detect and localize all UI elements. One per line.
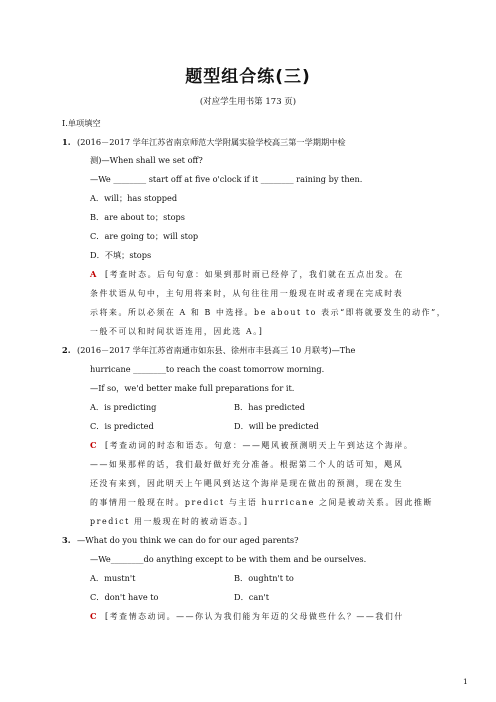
explanation-line: 的事情用一般现在时。predict 与主语 hurricane 之间是被动关系。因此推断 bbox=[90, 498, 433, 507]
page-title: 题型组合练(三) bbox=[185, 67, 311, 87]
answer-letter: C bbox=[90, 440, 97, 450]
option: C．are going to；will stop bbox=[90, 231, 199, 241]
question-number: 1. bbox=[62, 137, 71, 147]
option: B．oughtn't to bbox=[234, 573, 294, 583]
option: C．don't have to bbox=[90, 592, 159, 602]
question-stem: (2016－2017 学年江苏省南通市如东县、徐州市丰县高三 10 月联考)—The bbox=[77, 345, 356, 355]
answer-letter: C bbox=[90, 611, 97, 621]
explanation-line: 条件状语从句中，主句用将来时，从句往往用一般现在时或者现在完成时表 bbox=[90, 289, 404, 298]
explanation-line: 还没有来到，因此明天上午飓风到达这个海岸是现在做出的预测，现在发生 bbox=[90, 479, 404, 488]
question-stem: —If so，we'd better make full preparations for it. bbox=[90, 383, 295, 393]
explanation-line: [考查时态。后句句意：如果到那时雨已经停了，我们就在五点出发。在 bbox=[105, 270, 404, 279]
question-number: 2. bbox=[62, 345, 71, 355]
question-stem: —We ________ start off at five o'clock if it ________ raining by then. bbox=[90, 174, 363, 184]
option: B．are about to；stops bbox=[90, 212, 185, 222]
question-number: 3. bbox=[62, 535, 71, 545]
question-stem: hurricane ________to reach the coast tomorrow morning. bbox=[90, 364, 325, 374]
explanation-line: [考查情态动词。——你认为我们能为年迈的父母做些什么？——我们什 bbox=[105, 612, 404, 621]
option: A．mustn't bbox=[90, 573, 136, 583]
option: A．is predicting bbox=[90, 402, 157, 412]
answer-letter: A bbox=[90, 269, 97, 279]
option: D．will be predicted bbox=[234, 421, 319, 431]
explanation-line: [考查动词的时态和语态。句意：——飓风被预测明天上午到达这个海岸。 bbox=[105, 441, 414, 450]
explanation-line: predict 用一般现在时的被动语态。] bbox=[90, 517, 249, 526]
option: D．can't bbox=[234, 592, 270, 602]
option: D．不填；stops bbox=[90, 250, 152, 260]
option: A．will；has stopped bbox=[90, 193, 178, 203]
option: B．has predicted bbox=[234, 402, 305, 412]
section-heading: Ⅰ.单项填空 bbox=[62, 118, 101, 128]
question-stem: —What do you think we can do for our aged parents? bbox=[77, 535, 299, 545]
explanation-line: ——如果那样的话，我们最好做好充分准备。根据第二个人的话可知，飓风 bbox=[90, 460, 404, 469]
explanation-line: 示将来。所以必须在 A 和 B 中选择。be about to 表示“即将就要发生的动作”， bbox=[90, 308, 447, 317]
explanation-line: 一般不可以和时间状语连用，因此选 A。] bbox=[90, 327, 264, 336]
option: C．is predicted bbox=[90, 421, 154, 431]
question-stem: 测)—When shall we set off? bbox=[90, 155, 203, 165]
page-subtitle: (对应学生用书第 173 页) bbox=[199, 97, 297, 107]
question-stem: —We________do anything except to be with them and be ourselves. bbox=[90, 554, 367, 564]
question-stem: (2016－2017 学年江苏省南京师范大学附属实验学校高三第一学期期中检 bbox=[77, 137, 346, 147]
page-number: 1 bbox=[463, 677, 468, 686]
